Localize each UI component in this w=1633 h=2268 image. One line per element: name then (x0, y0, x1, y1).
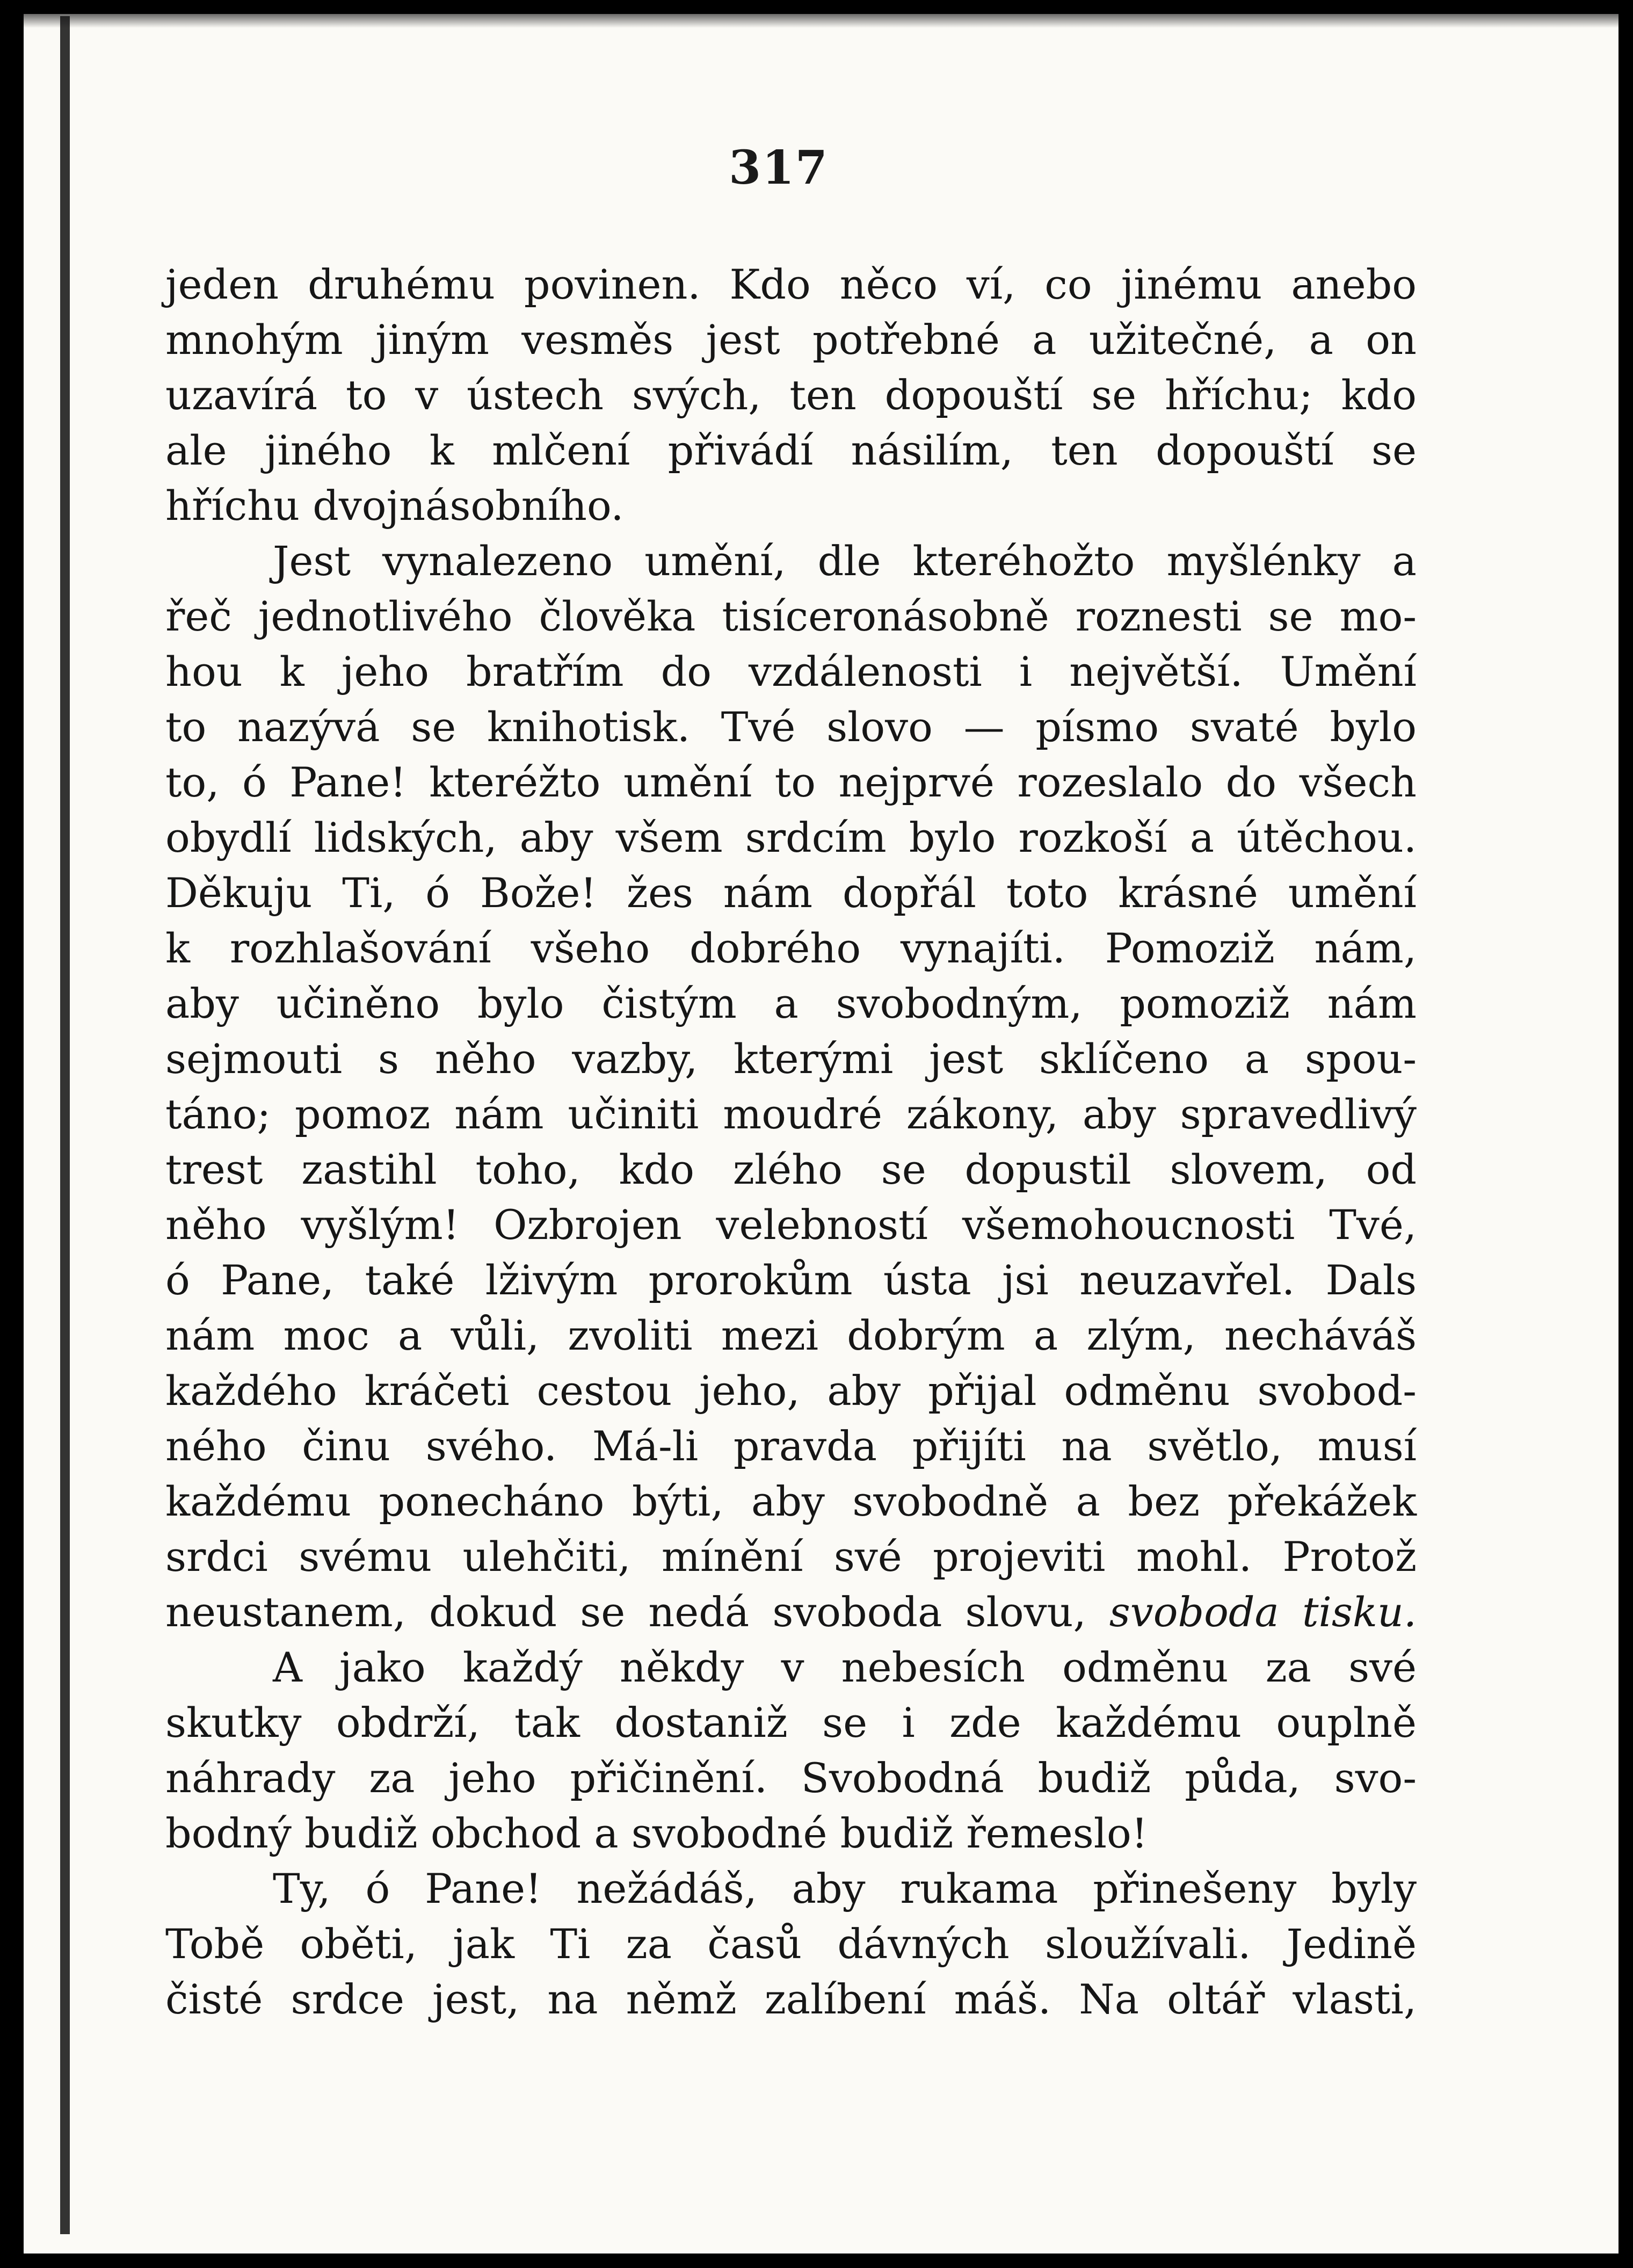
text-line: táno; pomoz nám učiniti moudré zákony, aby spravedlivý (165, 1090, 1417, 1138)
text-line: to nazývá se knihotisk. Tvé slovo — písmo svaté bylo (165, 703, 1417, 751)
text-line-plain: neustanem, dokud se nedá svoboda slovu, (165, 1588, 1086, 1636)
text-line: nám moc a vůli, zvoliti mezi dobrým a zlým, necháváš (165, 1311, 1417, 1359)
text-line: ó Pane, také lživým prorokům ústa jsi neuzavřel. Dals (165, 1256, 1417, 1304)
text-line: Děkuju Ti, ó Bože! žes nám dopřál toto krásné umění (165, 869, 1417, 917)
emphasis-svoboda-tisku: svoboda tisku. (1109, 1588, 1417, 1636)
text-line: každého kráčeti cestou jeho, aby přijal odměnu svobod- (165, 1367, 1417, 1415)
text-line: každému ponecháno býti, aby svobodně a bez překážek (165, 1477, 1417, 1525)
text-line: mnohým jiným vesměs jest potřebné a užitečné, a on (165, 316, 1417, 364)
text-line: to, ó Pane! kteréžto umění to nejprvé rozeslalo do všech (165, 758, 1417, 806)
text-line: hříchu dvojnásobního. (165, 482, 624, 530)
body-text (165, 257, 1417, 2027)
scan-top-shadow (24, 14, 1619, 28)
text-line-paragraph-start: A jako každý někdy v nebesích odměnu za své (273, 1643, 1417, 1691)
text-line: uzavírá to v ústech svých, ten dopouští se hříchu; kdo (165, 371, 1417, 419)
text-line-paragraph-start: Ty, ó Pane! nežádáš, aby rukama přinešeny byly (273, 1865, 1417, 1912)
text-line: sejmouti s něho vazby, kterými jest sklíčeno a spou- (165, 1035, 1417, 1083)
text-line: jeden druhému povinen. Kdo něco ví, co jinému anebo (165, 260, 1417, 308)
page-binding-edge (60, 16, 70, 2234)
text-line: náhrady za jeho přičinění. Svobodná budiž půda, svo- (165, 1754, 1417, 1802)
text-line: řeč jednotlivého člověka tisíceronásobně roznesti se mo- (165, 592, 1417, 640)
text-line: Tobě oběti, jak Ti za časů dávných sloužívali. Jedině (165, 1920, 1417, 1968)
text-line: skutky obdrží, tak dostaniž se i zde každému ouplně (165, 1699, 1417, 1747)
text-line: aby učiněno bylo čistým a svobodným, pomoziž nám (165, 980, 1417, 1027)
text-line: ale jiného k mlčení přivádí násilím, ten dopouští se (165, 426, 1417, 474)
page-number: 317 (729, 141, 829, 195)
text-line: trest zastihl toho, kdo zlého se dopustil slovem, od (165, 1146, 1417, 1193)
text-line-with-emphasis (165, 1584, 1417, 1640)
text-line: k rozhlašování všeho dobrého vynajíti. Pomoziž nám, (165, 924, 1417, 972)
text-line: něho vyšlým! Ozbrojen velebností všemohoucnosti Tvé, (165, 1201, 1417, 1249)
text-line: bodný budiž obchod a svobodné budiž řemeslo! (165, 1809, 1148, 1857)
text-line: ného činu svého. Má-li pravda přijíti na světlo, musí (165, 1422, 1417, 1470)
text-line-paragraph-start: Jest vynalezeno umění, dle kteréhožto myšlénky a (273, 537, 1417, 585)
text-line: hou k jeho bratřím do vzdálenosti i největší. Umění (165, 648, 1417, 695)
text-line: čisté srdce jest, na němž zalíbení máš. Na oltář vlasti, (165, 1975, 1417, 2023)
text-line: srdci svému ulehčiti, mínění své projeviti mohl. Protož (165, 1533, 1417, 1581)
text-line: obydlí lidských, aby všem srdcím bylo rozkoší a útěchou. (165, 814, 1417, 861)
